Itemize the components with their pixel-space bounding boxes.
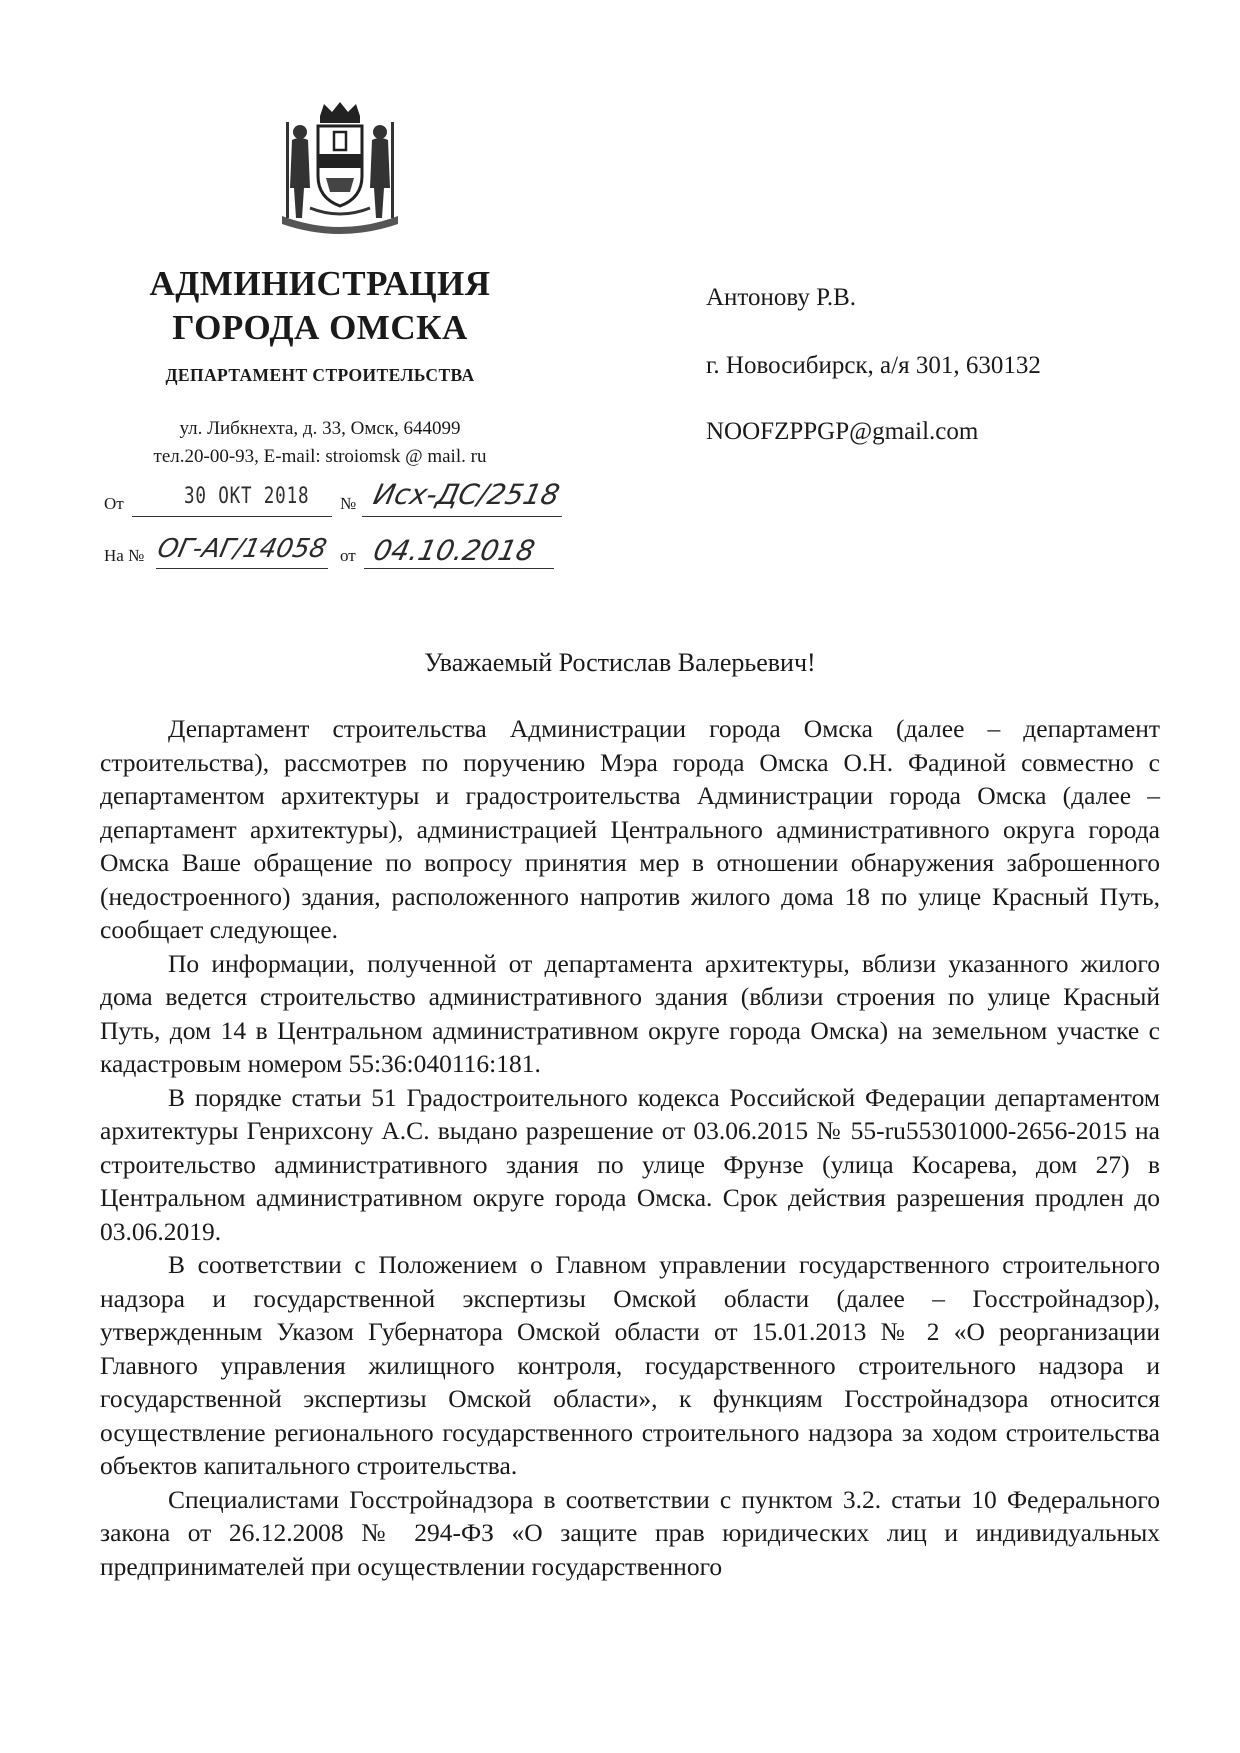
reply-date-label: от <box>340 546 356 565</box>
salutation: Уважаемый Ростислав Валерьевич! <box>424 648 816 677</box>
from-date-stamp: 30 ОКТ 2018 <box>184 484 310 509</box>
from-date-label: От <box>104 494 124 513</box>
recipient-email: NOOFZPPGP@gmail.com <box>706 418 979 445</box>
paragraph-1: Департамент строительства Администрации города Омска (далее – департамент строительства), рассмотрев по поручению Мэра города Омска О.Н. Фадиной совместно с департаментом архитектуры и градостроительства Администрации города Омска (далее – департамент архитектуры), администрацией Центрального административного округа города Омска Ваше обращение по вопросу принятия мер в отношении обнаружения заброшенного (недостроенного) здания, расположенного напротив жилого дома 18 по улице Красный Путь, сообщает следующее. <box>100 714 1160 944</box>
reply-date-handwritten: 04.10.2018 <box>370 534 538 567</box>
outgoing-number-underline <box>362 516 562 517</box>
org-name-line1: АДМИНИСТРАЦИЯ <box>149 264 491 303</box>
recipient-address: г. Новосибирск, а/я 301, 630132 <box>706 352 1041 379</box>
department-name: ДЕПАРТАМЕНТ СТРОИТЕЛЬСТВА <box>165 365 475 385</box>
org-contacts: тел.20-00-93, E-mail: stroiomsk @ mail. ru <box>153 446 487 467</box>
org-name-line2: ГОРОДА ОМСКА <box>172 308 468 347</box>
org-address: ул. Либкнехта, д. 33, Омск, 644099 <box>179 418 461 439</box>
paragraph-5: Специалистами Госстройнадзора в соответствии с пунктом 3.2. статьи 10 Федерального закона от 26.12.2008 № 294-ФЗ «О защите прав юридических лиц и индивидуальных предпринимателей при осуществлении государственного <box>100 1484 1160 1581</box>
outgoing-number-label: № <box>340 494 357 513</box>
reply-number-label: На № <box>104 546 145 565</box>
reply-date-underline <box>364 568 554 569</box>
reply-number-handwritten: ОГ-АГ/14058 <box>154 534 330 564</box>
coat-of-arms-icon <box>274 98 406 234</box>
letter-body <box>100 712 1160 1583</box>
recipient-name: Антонову Р.В. <box>706 284 857 311</box>
outgoing-number-handwritten: Исх-ДС/2518 <box>370 478 563 511</box>
reply-number-underline <box>156 568 328 569</box>
paragraph-3: В порядке статьи 51 Градостроительного кодекса Российской Федерации департаментом архитектуры Генрихсону А.С. выдано разрешение от 03.06.2015 № 55-ru55301000-2656-2015 на строительство административного здания по улице Фрунзе (улица Косарева, дом 27) в Центральном административном округе города Омска. Срок действия разрешения продлен до 03.06.2019. <box>100 1082 1160 1246</box>
paragraph-2: По информации, полученной от департамента архитектуры, вблизи указанного жилого дома ведется строительство административного здания (вблизи строения по улице Красный Путь, дом 14 в Центральном административном округе города Омска) на земельном участке с кадастровым номером 55:36:040116:181. <box>100 948 1160 1078</box>
paragraph-4: В соответствии с Положением о Главном управлении государственного строительного надзора и государственной экспертизы Омской области (далее – Госстройнадзор), утвержденным Указом Губернатора Омской области от 15.01.2013 № 2 «О реорганизации Главного управления жилищного контроля, государственного строительного надзора и государственной экспертизы Омской области», к функциям Госстройнадзора относится осуществление регионального государственного строительного надзора за ходом строительства объектов капитального строительства. <box>100 1250 1160 1480</box>
from-date-underline <box>132 516 332 517</box>
